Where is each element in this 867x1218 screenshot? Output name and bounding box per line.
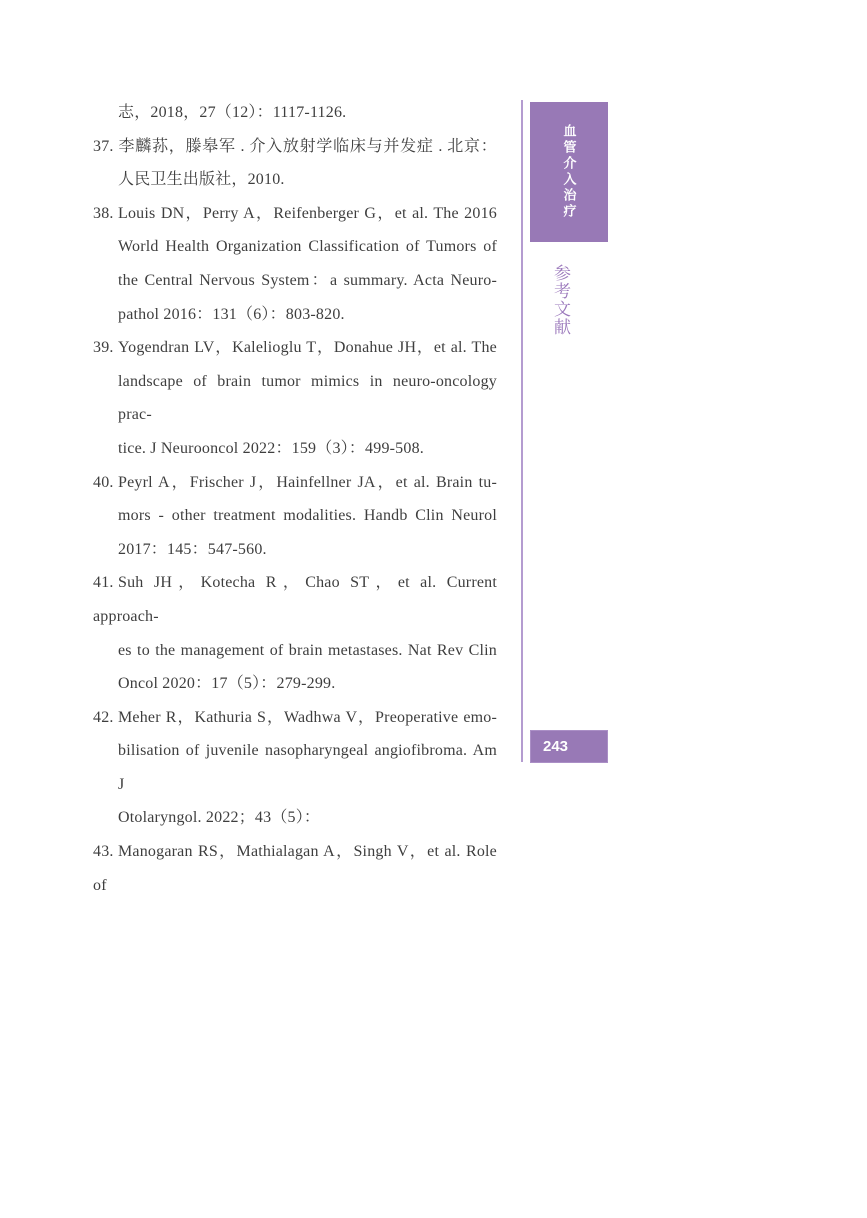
chapter-tab xyxy=(530,102,608,242)
reference-number: 42. xyxy=(93,708,114,726)
reference-line: 42. Meher R，Kathuria S，Wadhwa V，Preoperative emo- xyxy=(93,701,497,735)
reference-item xyxy=(93,96,497,130)
reference-item xyxy=(93,197,497,331)
reference-line: Oncol 2020：17（5）：279-299. xyxy=(118,675,336,693)
reference-line: pathol 2016：131（6）：803-820. xyxy=(118,305,345,323)
reference-item xyxy=(93,466,497,567)
reference-line: 人民卫生出版社，2010. xyxy=(118,171,285,189)
reference-number: 40. xyxy=(93,473,114,491)
reference-line: 38. Louis DN，Perry A，Reifenberger G，et al. The 2016 xyxy=(93,197,497,231)
reference-line: es to the management of brain metastases. Nat Rev Clin xyxy=(118,641,497,659)
sidebar-divider-line xyxy=(521,100,523,762)
reference-line: 2017：145：547-560. xyxy=(118,540,267,558)
reference-line: mors - other treatment modalities. Handb Clin Neurol xyxy=(118,507,497,525)
reference-line: 41. Suh JH，Kotecha R，Chao ST，et al. Current approach- xyxy=(93,566,497,633)
reference-line: landscape of brain tumor mimics in neuro-oncology prac- xyxy=(118,372,497,424)
reference-line: 37. 李麟荪，滕皋军 . 介入放射学临床与并发症 . 北京： xyxy=(93,130,497,164)
page-number-badge: 243 xyxy=(530,730,608,763)
reference-number: 41. xyxy=(93,574,114,592)
reference-list xyxy=(93,96,497,902)
section-label: 参考文献 xyxy=(550,264,570,336)
reference-number: 43. xyxy=(93,843,114,861)
reference-line: tice. J Neurooncol 2022：159（3）：499-508. xyxy=(118,439,424,457)
reference-line: 43. Manogaran RS，Mathialagan A，Singh V，et al. Role of xyxy=(93,835,497,902)
reference-number: 38. xyxy=(93,204,114,222)
reference-line: World Health Organization Classification of Tumors of xyxy=(118,238,497,256)
reference-item xyxy=(93,566,497,700)
reference-line: 40. Peyrl A，Frischer J，Hainfellner JA，et al. Brain tu- xyxy=(93,466,497,500)
reference-item xyxy=(93,331,497,465)
reference-line: 39. Yogendran LV，Kalelioglu T，Donahue JH，et al. The xyxy=(93,331,497,365)
reference-number: 39. xyxy=(93,339,114,357)
reference-line: 志，2018，27（12）：1117-1126. xyxy=(118,104,347,121)
reference-item xyxy=(93,701,497,835)
chapter-tab-label: 血管介入治疗 xyxy=(561,124,577,220)
reference-line: Otolaryngol. 2022；43（5）： xyxy=(118,809,321,827)
reference-number: 37. xyxy=(93,137,114,155)
reference-item xyxy=(93,835,497,902)
reference-line: the Central Nervous System：a summary. Acta Neuro- xyxy=(118,271,497,289)
reference-line: bilisation of juvenile nasopharyngeal angiofibroma. Am J xyxy=(118,742,497,793)
reference-item xyxy=(93,130,497,197)
